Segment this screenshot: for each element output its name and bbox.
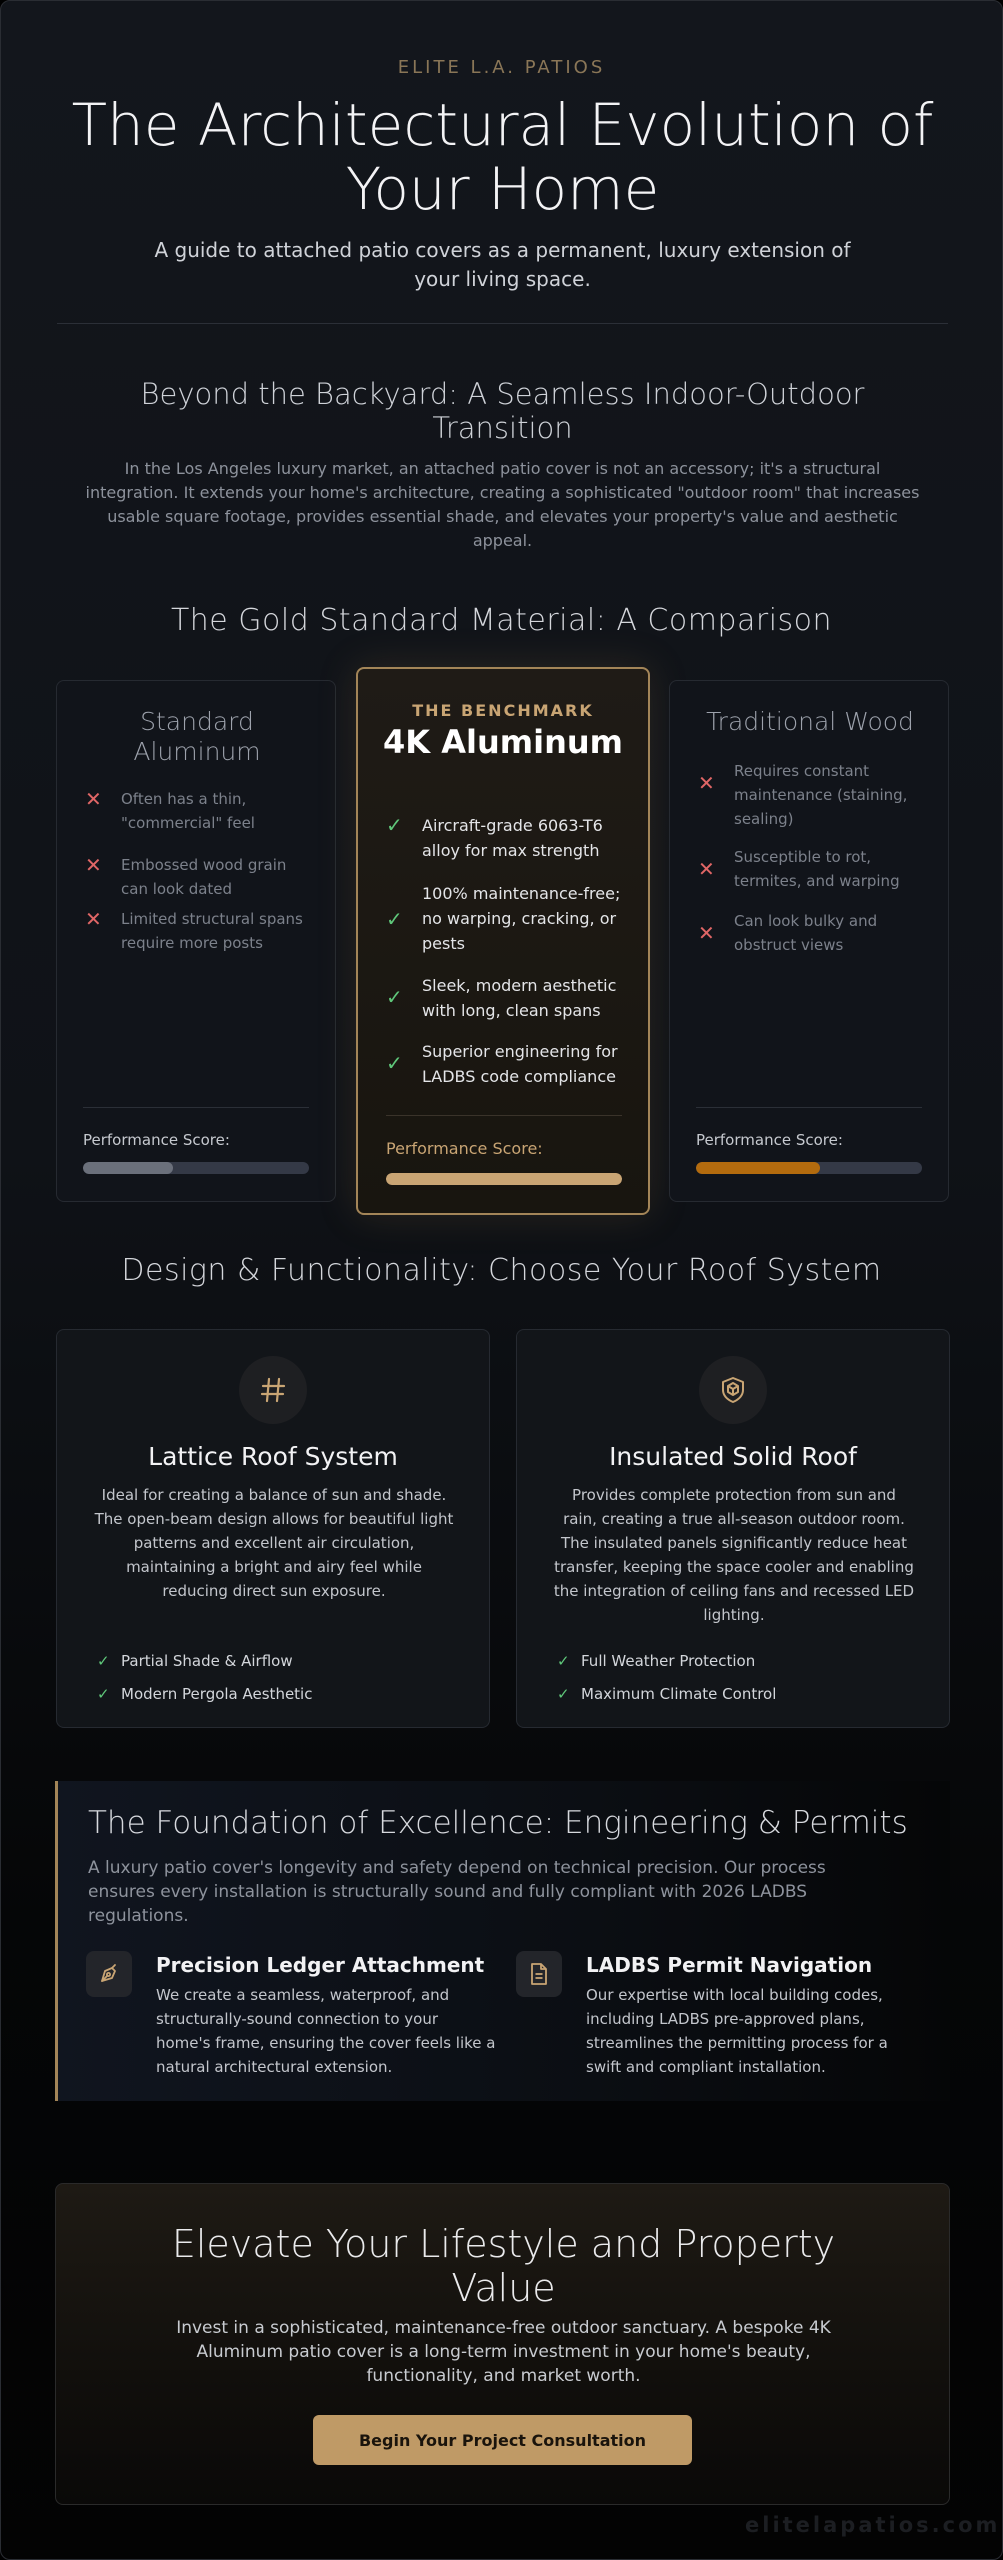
insulated-body: Provides complete protection from sun and rain, creating a true all-season outdoor room. The insulated panels significantly reduce heat transfer, keeping the space cooler and enabling the integration of ceiling fans and recessed LED lighting. [553, 1486, 915, 1624]
x-icon: ✕ [85, 787, 102, 811]
consultation-button[interactable]: Begin Your Project Consultation [313, 2415, 692, 2465]
cta-title: Elevate Your Lifestyle and Property Value [171, 2222, 836, 2310]
document-icon [516, 1951, 562, 1997]
permit-title: LADBS Permit Navigation [586, 1953, 873, 1977]
performance-bar [696, 1162, 922, 1174]
check-icon: ✓ [97, 1651, 110, 1670]
cta-body: Invest in a sophisticated, maintenance-free outdoor sanctuary. A bespoke 4K Aluminum patio cover is a long-term investment in your home's beauty, functionality, and market worth. [176, 2318, 831, 2386]
list-item: ✕ Limited structural spans require more posts [85, 907, 303, 952]
lattice-body: Ideal for creating a balance of sun and shade. The open-beam design allows for beautiful light patterns and excellent air circulation, maintaining a bright and airy feel while reducing direct sun exposure. [94, 1486, 454, 1600]
standard-card-title: Standard Aluminum [133, 707, 261, 766]
hero-subtitle: A guide to attached patio covers as a permanent, luxury extension of your living space. [154, 238, 851, 291]
insulated-title: Insulated Solid Roof [609, 1442, 857, 1471]
x-icon: ✕ [85, 853, 102, 877]
list-item: ✕ Embossed wood grain can look dated [85, 853, 287, 898]
ledger-title: Precision Ledger Attachment [156, 1953, 485, 1977]
check-icon: ✓ [557, 1651, 570, 1670]
x-icon: ✕ [698, 921, 715, 945]
x-icon: ✕ [698, 771, 715, 795]
performance-bar [386, 1173, 622, 1185]
list-item: ✕ Often has a thin, "commercial" feel [85, 787, 255, 832]
divider [57, 323, 948, 324]
score-label: Performance Score: [83, 1131, 230, 1149]
engineering-section [55, 1781, 950, 2101]
comparison-title: The Gold Standard Material: A Comparison [170, 603, 833, 638]
pen-tool-icon [86, 1951, 132, 1997]
ledger-body: We create a seamless, waterproof, and structurally-sound connection to your home's frame, ensuring the cover feels like a natural architectural extension. [156, 1986, 496, 2076]
performance-bar-fill [83, 1162, 173, 1174]
wood-list [698, 759, 928, 963]
insulated-roof-card [516, 1329, 950, 1728]
score-label: Performance Score: [696, 1131, 843, 1149]
list-item: ✓ Full Weather Protection [557, 1644, 776, 1677]
standard-aluminum-card [56, 680, 336, 1202]
list-item: ✕ Susceptible to rot, termites, and warping [698, 845, 928, 909]
standard-list [85, 787, 315, 961]
list-item: ✓ Superior engineering for LADBS code compliance [386, 1039, 626, 1105]
shield-icon [699, 1356, 767, 1424]
traditional-wood-card [669, 680, 949, 1202]
list-item: ✕ Requires constant maintenance (staining, sealing) [698, 759, 928, 845]
cta-section [55, 2183, 950, 2505]
list-item: ✓ Partial Shade & Airflow [97, 1644, 312, 1677]
check-icon: ✓ [386, 813, 403, 837]
performance-bar-fill [696, 1162, 820, 1174]
hero-title: The Architectural Evolution of Your Home [71, 91, 934, 223]
featured-4k-aluminum-card [356, 667, 650, 1215]
site-watermark: elitelapatios.com [745, 2513, 1001, 2537]
wood-card-title: Traditional Wood [706, 707, 914, 736]
list-item: ✓ Sleek, modern aesthetic with long, clean spans [386, 973, 626, 1039]
engineering-title: The Foundation of Excellence: Engineering & Permits [88, 1805, 908, 1841]
intro-body: In the Los Angeles luxury market, an attached patio cover is not an accessory; it's a structural integration. It extends your home's architecture, creating a sophisticated "outdoor room" that increases usable square footage, provides essential shade, and elevates your property's value and aesthetic appeal. [85, 459, 920, 550]
roof-section-title: Design & Functionality: Choose Your Roof System [121, 1253, 882, 1288]
lattice-roof-card [56, 1329, 490, 1728]
insulated-features [557, 1644, 776, 1710]
x-icon: ✕ [698, 857, 715, 881]
check-icon: ✓ [97, 1684, 110, 1703]
list-item: ✓ 100% maintenance-free; no warping, cracking, or pests [386, 881, 626, 973]
hash-icon [239, 1356, 307, 1424]
check-icon: ✓ [386, 985, 403, 1009]
performance-bar [83, 1162, 309, 1174]
check-icon: ✓ [557, 1684, 570, 1703]
permit-body: Our expertise with local building codes, including LADBS pre-approved plans, streamlines the permitting process for a swift and compliant installation. [586, 1986, 888, 2076]
benchmark-eyebrow: THE BENCHMARK [412, 701, 594, 720]
lattice-title: Lattice Roof System [148, 1442, 398, 1471]
brand-name: ELITE L.A. PATIOS [397, 57, 606, 78]
check-icon: ✓ [386, 907, 403, 931]
list-item: ✓ Aircraft-grade 6063-T6 alloy for max strength [386, 813, 603, 860]
list-item: ✓ Maximum Climate Control [557, 1677, 776, 1710]
engineering-body: A luxury patio cover's longevity and safety depend on technical precision. Our process ensures every installation is structurally sound and fully compliant with 2026 LADBS regulations. [88, 1858, 826, 1926]
score-label: Performance Score: [386, 1139, 543, 1158]
intro-title: Beyond the Backyard: A Seamless Indoor-Outdoor Transition [140, 377, 865, 445]
featured-list [386, 813, 626, 1105]
check-icon: ✓ [386, 1051, 403, 1075]
list-item: ✓ Modern Pergola Aesthetic [97, 1677, 312, 1710]
featured-card-title: 4K Aluminum [383, 723, 623, 761]
performance-bar-fill [386, 1173, 622, 1185]
list-item: ✕ Can look bulky and obstruct views [698, 909, 928, 963]
lattice-features [97, 1644, 312, 1710]
x-icon: ✕ [85, 907, 102, 931]
